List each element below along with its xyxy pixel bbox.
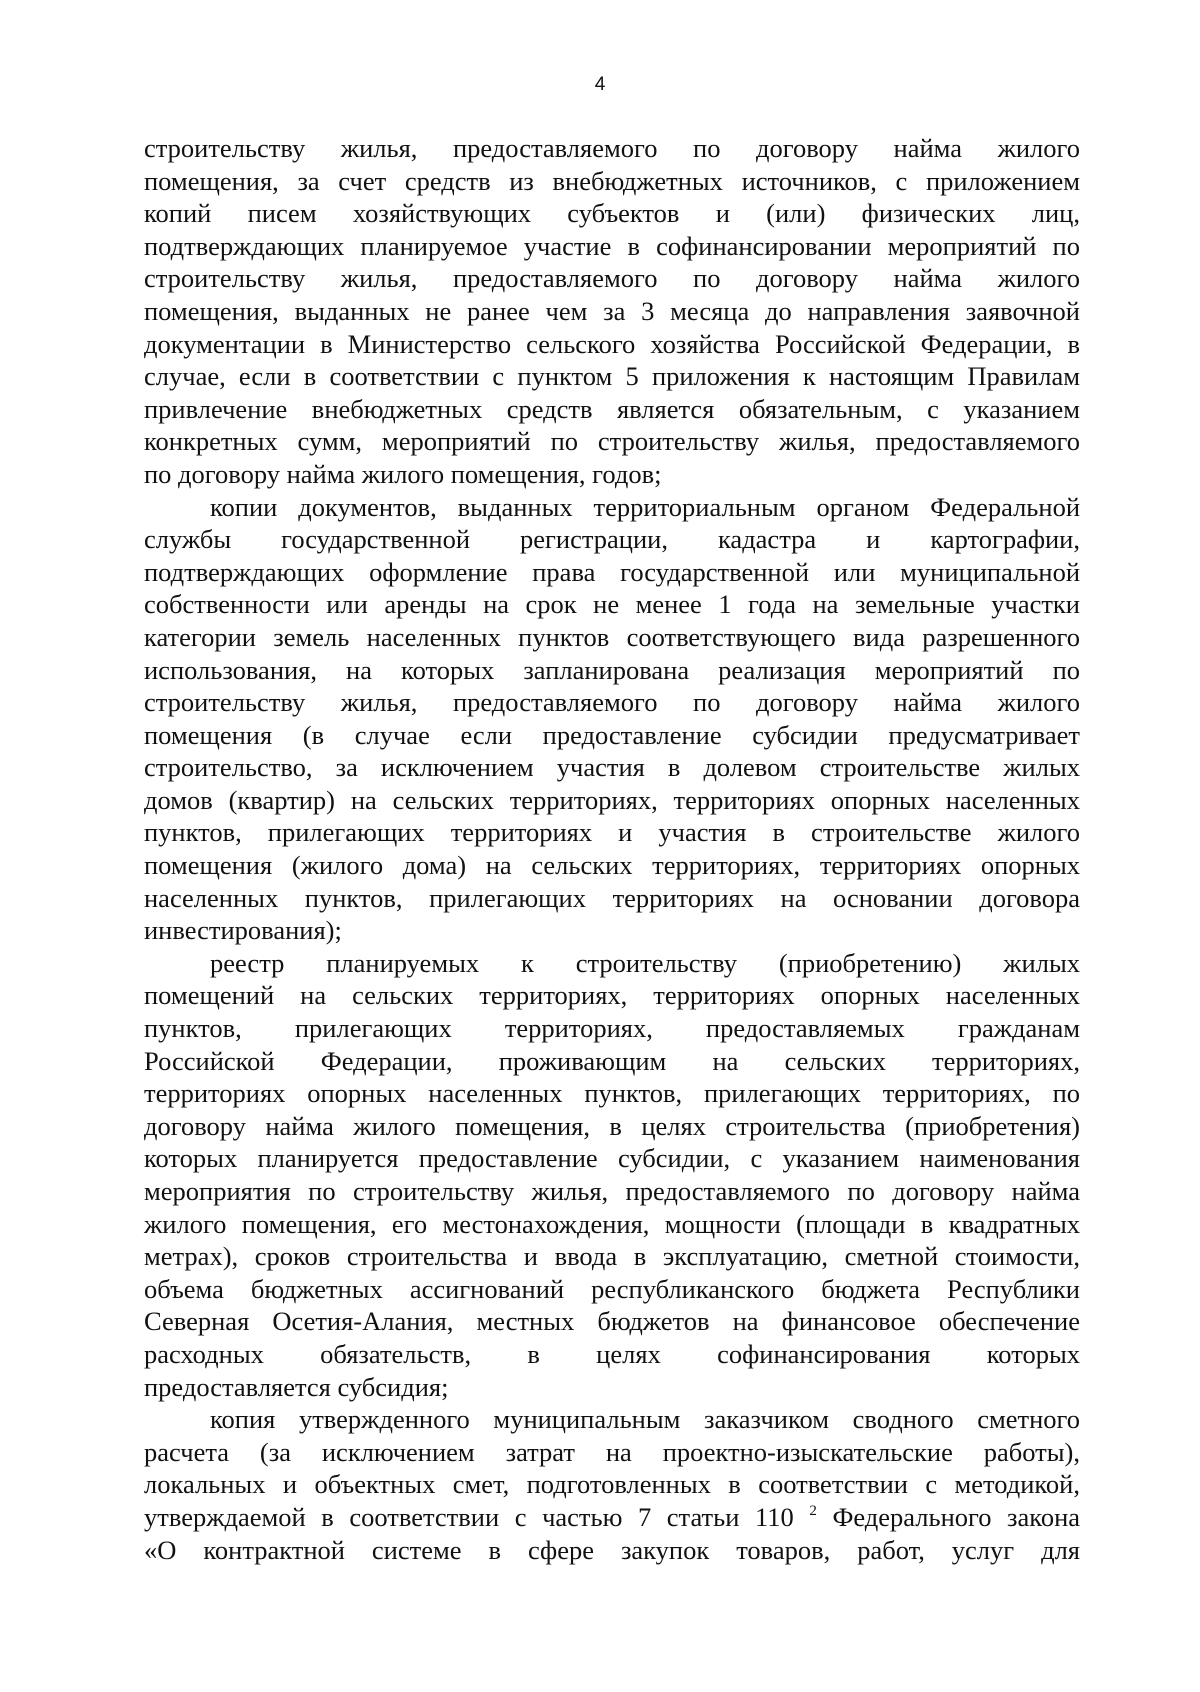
text-line: категории земель населенных пунктов соответствующего вида разрешенного	[144, 621, 1080, 652]
text-line: использования, на которых запланирована реализация мероприятий по	[144, 654, 1080, 685]
paragraph-2	[144, 491, 1080, 947]
text-line: домов (квартир) на сельских территориях, территориях опорных населенных	[144, 784, 1080, 815]
text-line: расходных обязательств, в целях софинансирования которых	[144, 1338, 1080, 1369]
text-line: копия утвержденного муниципальным заказчиком сводного сметного	[210, 1404, 1080, 1435]
text-line: подтверждающих оформление права государственной или муниципальной	[144, 556, 1080, 587]
text-line: расчета (за исключением затрат на проектно-изыскательские работы),	[144, 1436, 1080, 1467]
text-line: строительству жилья, предоставляемого по договору найма жилого	[144, 263, 1080, 294]
text-line: пунктов, прилегающих территориях, предоставляемых гражданам	[144, 1013, 1080, 1044]
text-line: помещения (жилого дома) на сельских территориях, территориях опорных	[144, 850, 1080, 881]
text-line: строительство, за исключением участия в долевом строительстве жилых	[144, 752, 1080, 783]
text-line: строительству жилья, предоставляемого по договору найма жилого	[144, 133, 1080, 163]
text-line: жилого помещения, его местонахождения, мощности (площади в квадратных	[144, 1208, 1080, 1239]
text-line: по договору найма жилого помещения, годов;	[144, 458, 662, 489]
text-line: которых планируется предоставление субсидии, с указанием наименования	[144, 1143, 1080, 1174]
text-line: строительству жилья, предоставляемого по договору найма жилого	[144, 687, 1080, 718]
text-segment: утверждаемой в соответствии с частью 7 статьи 110	[144, 1501, 794, 1532]
text-line: локальных и объектных смет, подготовленных в соответствии с методикой,	[144, 1469, 1080, 1500]
document-body	[144, 132, 1080, 1566]
text-line: подтверждающих планируемое участие в софинансировании мероприятий по	[144, 230, 1080, 261]
text-line: реестр планируемых к строительству (приобретению) жилых	[210, 947, 1080, 978]
paragraph-3	[144, 947, 1080, 1403]
text-line: копии документов, выданных территориальным органом Федеральной	[210, 491, 1080, 522]
paragraph-4	[144, 1403, 1080, 1566]
superscript-number: 2	[809, 1502, 817, 1519]
text-line: «О контрактной системе в сфере закупок товаров, работ, услуг для	[144, 1534, 1080, 1565]
text-line: копий писем хозяйствующих субъектов и (или) физических лиц,	[144, 198, 1080, 229]
text-line: Российской Федерации, проживающим на сельских территориях,	[144, 1045, 1080, 1076]
text-line: Северная Осетия-Алания, местных бюджетов на финансовое обеспечение	[144, 1306, 1080, 1337]
text-line: собственности или аренды на срок не менее 1 года на земельные участки	[144, 589, 1080, 620]
text-line: территориях опорных населенных пунктов, прилегающих территориях, по	[144, 1078, 1080, 1109]
text-line: случае, если в соответствии с пунктом 5 приложения к настоящим Правилам	[144, 361, 1080, 392]
text-line: помещения, выданных не ранее чем за 3 месяца до направления заявочной	[144, 295, 1080, 326]
text-line-with-superscript	[144, 1501, 1080, 1534]
page-number: 4	[594, 74, 606, 95]
text-line: привлечение внебюджетных средств является обязательным, с указанием	[144, 393, 1080, 424]
text-line: конкретных сумм, мероприятий по строительству жилья, предоставляемого	[144, 426, 1080, 457]
text-line: помещений на сельских территориях, территориях опорных населенных	[144, 980, 1080, 1011]
paragraph-1	[144, 132, 1080, 491]
text-line: договору найма жилого помещения, в целях строительства (приобретения)	[144, 1110, 1080, 1141]
text-line: населенных пунктов, прилегающих территориях на основании договора	[144, 882, 1080, 913]
text-line: помещения (в случае если предоставление субсидии предусматривает	[144, 719, 1080, 750]
text-line: документации в Министерство сельского хозяйства Российской Федерации, в	[144, 328, 1080, 359]
text-line: объема бюджетных ассигнований республиканского бюджета Республики	[144, 1273, 1080, 1304]
text-line: службы государственной регистрации, кадастра и картографии,	[144, 524, 1080, 555]
text-line: предоставляется субсидия;	[144, 1371, 449, 1402]
text-line: мероприятия по строительству жилья, предоставляемого по договору найма	[144, 1176, 1080, 1206]
text-line: инвестирования);	[144, 915, 342, 946]
text-segment: Федерального закона	[832, 1501, 1081, 1532]
text-line: пунктов, прилегающих территориях и участия в строительстве жилого	[144, 817, 1080, 848]
text-line: метрах), сроков строительства и ввода в эксплуатацию, сметной стоимости,	[144, 1241, 1080, 1272]
text-line: помещения, за счет средств из внебюджетных источников, с приложением	[144, 165, 1080, 196]
